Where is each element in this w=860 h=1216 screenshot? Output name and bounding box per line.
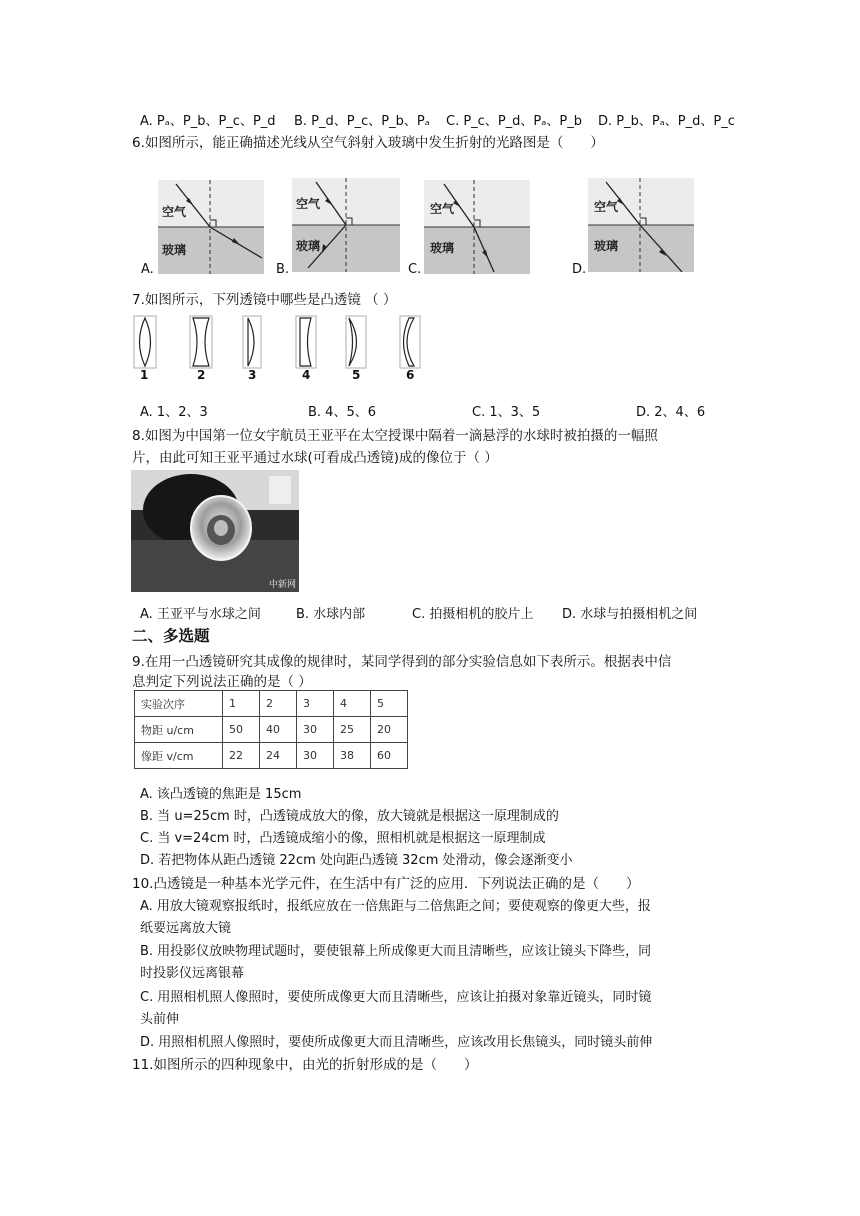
q6-label-c: C. (408, 262, 422, 277)
q6-label-b: B. (276, 262, 290, 277)
table-row-header: 像距 v/cm (135, 743, 223, 769)
q7-option-a: A. 1、2、3 (140, 405, 208, 420)
q6-figure-b (292, 178, 400, 272)
q11-stem: 11.如图所示的四种现象中，由光的折射形成的是（ ） (132, 1057, 478, 1073)
section-multiple-choice-title: 二、多选题 (132, 627, 210, 645)
q7-option-c: C. 1、3、5 (472, 405, 541, 420)
q7-lens-number-3: 3 (248, 368, 257, 382)
q6-label-d: D. (572, 262, 587, 277)
table-row (135, 717, 408, 743)
table-cell: 4 (334, 691, 371, 717)
q7-lens-number-4: 4 (302, 368, 311, 382)
table-cell: 30 (297, 717, 334, 743)
table-cell: 1 (223, 691, 260, 717)
q9-option-a: A. 该凸透镜的焦距是 15cm (140, 787, 302, 802)
table-cell: 20 (371, 717, 408, 743)
q7-lens-number-6: 6 (406, 368, 415, 382)
svg-text:玻璃: 玻璃 (162, 243, 187, 257)
q8-stem-line1: 8.如图为中国第一位女宇航员王亚平在太空授课中隔着一滴悬浮的水球时被拍摄的一幅照 (132, 428, 658, 444)
table-cell: 30 (297, 743, 334, 769)
q10-option-b-line2: 时投影仪远离银幕 (140, 966, 245, 981)
svg-text:玻璃: 玻璃 (594, 239, 619, 253)
q9-stem-line2: 息判定下列说法正确的是（ ） (132, 674, 312, 690)
q7-stem: 7.如图所示，下列透镜中哪些是凸透镜 （ ） (132, 292, 397, 308)
q5-option-d: D. P_b、Pₐ、P_d、P_c (598, 114, 735, 129)
q8-photo (131, 470, 299, 592)
q8-option-d: D. 水球与拍摄相机之间 (562, 607, 698, 622)
q10-option-a-line2: 纸要远离放大镜 (140, 921, 232, 936)
table-cell: 40 (260, 717, 297, 743)
table-cell: 24 (260, 743, 297, 769)
svg-text:空气: 空气 (430, 202, 455, 216)
q9-option-c: C. 当 v=24cm 时，凸透镜成缩小的像，照相机就是根据这一原理制成 (140, 831, 546, 846)
q9-option-b: B. 当 u=25cm 时，凸透镜成放大的像，放大镜就是根据这一原理制成的 (140, 809, 559, 824)
table-cell: 50 (223, 717, 260, 743)
q6-figure-d (588, 178, 694, 272)
q10-option-d-line1: D. 用照相机照人像照时，要使所成像更大而且清晰些，应该改用长焦镜头，同时镜头前伸 (140, 1035, 653, 1050)
q7-lens-figure (130, 312, 430, 388)
q10-option-a-line1: A. 用放大镜观察报纸时，报纸应放在一倍焦距与二倍焦距之间；要使观察的像更大些，报 (140, 899, 651, 914)
table-cell: 38 (334, 743, 371, 769)
table-row-header: 物距 u/cm (135, 717, 223, 743)
q7-lens-number-5: 5 (352, 368, 361, 382)
q6-figure-a (158, 180, 264, 274)
q5-option-c: C. P_c、P_d、Pₐ、P_b (446, 114, 582, 129)
svg-text:空气: 空气 (162, 205, 187, 219)
table-row-header: 实验次序 (135, 691, 223, 717)
table-cell: 25 (334, 717, 371, 743)
table-cell: 3 (297, 691, 334, 717)
q8-photo-watermark: 中新网 (269, 580, 297, 590)
q7-lens-number-1: 1 (140, 368, 149, 382)
svg-text:空气: 空气 (296, 197, 321, 211)
q10-option-c-line2: 头前伸 (140, 1012, 180, 1027)
svg-text:玻璃: 玻璃 (430, 241, 455, 255)
q9-experiment-table (134, 690, 408, 769)
q7-option-b: B. 4、5、6 (308, 405, 376, 420)
q9-option-d: D. 若把物体从距凸透镜 22cm 处向距凸透镜 32cm 处滑动，像会逐渐变小 (140, 853, 573, 868)
table-cell: 22 (223, 743, 260, 769)
table-cell: 60 (371, 743, 408, 769)
q8-stem-line2: 片，由此可知王亚平通过水球(可看成凸透镜)成的像位于（ ） (132, 450, 498, 466)
q10-option-b-line1: B. 用投影仪放映物理试题时，要使银幕上所成像更大而且清晰些，应该让镜头下降些，同 (140, 944, 652, 959)
q6-figure-c (424, 180, 530, 274)
q9-stem-line1: 9.在用一凸透镜研究其成像的规律时，某同学得到的部分实验信息如下表所示。根据表中信 (132, 654, 672, 670)
q6-label-a: A. (141, 262, 154, 277)
q10-stem: 10.凸透镜是一种基本光学元件，在生活中有广泛的应用．下列说法正确的是（ ） (132, 876, 640, 892)
q8-option-a: A. 王亚平与水球之间 (140, 607, 261, 622)
q8-option-c: C. 拍摄相机的胶片上 (412, 607, 534, 622)
table-row (135, 743, 408, 769)
table-cell: 2 (260, 691, 297, 717)
q6-stem: 6.如图所示，能正确描述光线从空气斜射入玻璃中发生折射的光路图是（ ） (132, 135, 604, 151)
svg-text:玻璃: 玻璃 (296, 239, 321, 253)
svg-text:空气: 空气 (594, 200, 619, 214)
q5-option-a: A. Pₐ、P_b、P_c、P_d (140, 114, 276, 129)
q7-lens-number-2: 2 (197, 368, 206, 382)
table-cell: 5 (371, 691, 408, 717)
q8-option-b: B. 水球内部 (296, 607, 366, 622)
q5-option-b: B. P_d、P_c、P_b、Pₐ (294, 114, 430, 129)
q7-option-d: D. 2、4、6 (636, 405, 706, 420)
table-row (135, 691, 408, 717)
q10-option-c-line1: C. 用照相机照人像照时，要使所成像更大而且清晰些，应该让拍摄对象靠近镜头，同时镜 (140, 990, 652, 1005)
